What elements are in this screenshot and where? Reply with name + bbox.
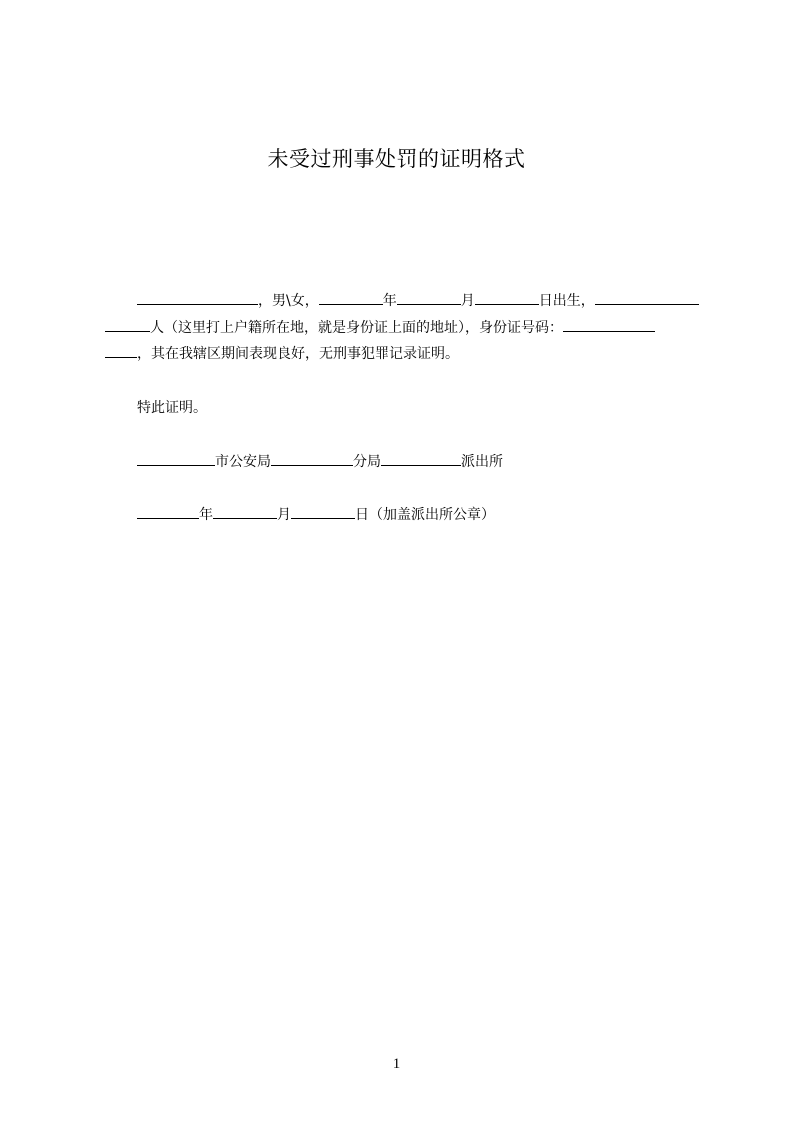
- date-year-blank: [137, 505, 199, 519]
- paragraph-line-2: [105, 318, 655, 337]
- month-label: 月: [460, 293, 475, 309]
- id-number-blank-part2: [105, 344, 137, 358]
- paragraph-line-3: [105, 344, 459, 363]
- day-born-label: 日出生，: [538, 293, 595, 309]
- city-bureau-label: 市公安局: [215, 454, 271, 470]
- date-month-label: 月: [277, 507, 291, 523]
- birth-year-blank: [319, 291, 383, 305]
- date-month-blank: [213, 505, 277, 519]
- date-day-blank: [291, 505, 355, 519]
- birth-month-blank: [397, 291, 461, 305]
- branch-label: 分局: [353, 454, 381, 470]
- station-blank: [381, 452, 461, 466]
- gender-text: ，男\女，: [258, 293, 319, 309]
- paragraph-line-1: [137, 291, 699, 310]
- date-line: [137, 505, 495, 524]
- issuer-line: [137, 452, 503, 471]
- branch-blank: [271, 452, 353, 466]
- id-number-blank-part1: [563, 318, 655, 332]
- certify-line: 特此证明。: [137, 400, 207, 416]
- name-blank: [137, 291, 258, 305]
- domicile-blank-part2: [105, 318, 150, 332]
- city-blank: [137, 452, 215, 466]
- conduct-text: ，其在我辖区期间表现良好，无刑事犯罪记录证明。: [137, 346, 459, 362]
- date-year-label: 年: [199, 507, 213, 523]
- birth-day-blank: [475, 291, 539, 305]
- year-label: 年: [382, 293, 397, 309]
- document-title: 未受过刑事处罚的证明格式: [267, 147, 526, 171]
- station-label: 派出所: [461, 454, 503, 470]
- page-number: 1: [392, 1056, 401, 1072]
- domicile-blank-part1: [595, 291, 699, 305]
- date-day-stamp-label: 日（加盖派出所公章）: [355, 507, 495, 523]
- domicile-text: 人（这里打上户籍所在地，就是身份证上面的地址），身份证号码：: [150, 320, 563, 336]
